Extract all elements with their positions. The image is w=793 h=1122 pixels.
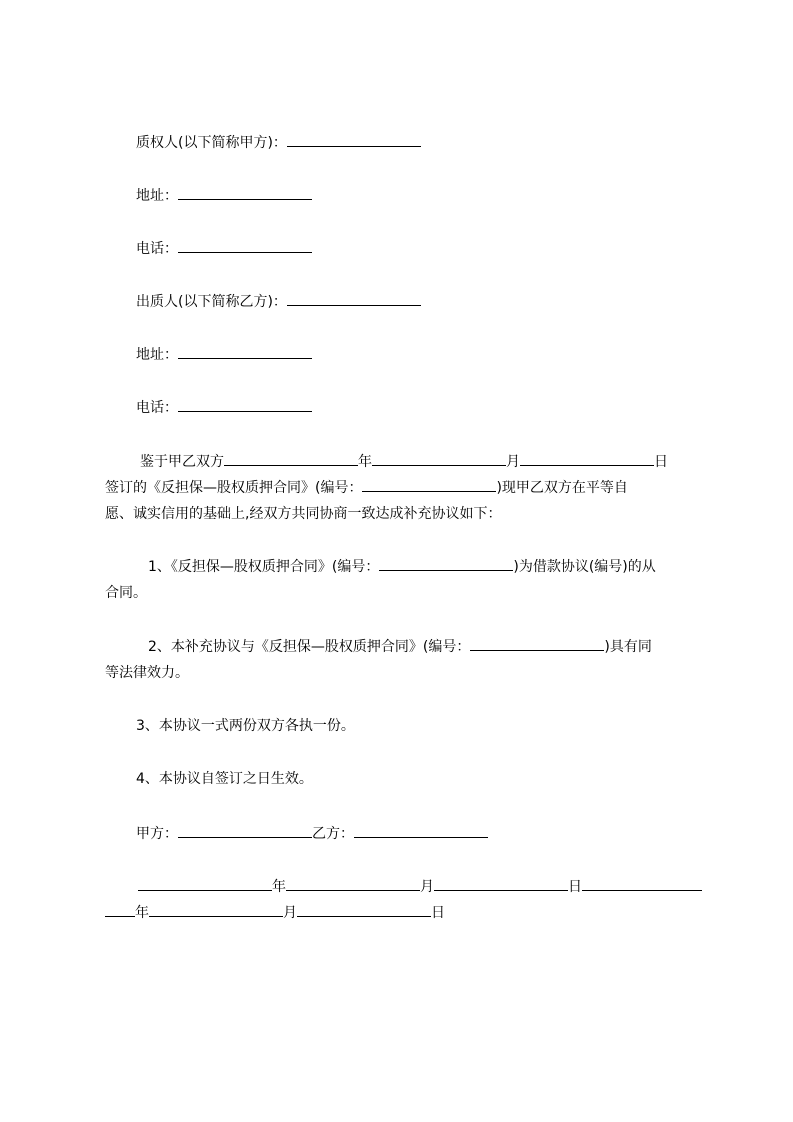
sig-year: 年 <box>272 879 286 895</box>
date-line-2 <box>105 903 445 922</box>
signature-line <box>136 824 488 843</box>
pledgee-blank[interactable] <box>287 133 421 147</box>
pledgee-address-blank[interactable] <box>178 186 312 200</box>
intro-year-blank[interactable] <box>224 452 358 466</box>
intro-contract-text: 签订的《反担保—股权质押合同》(编号： <box>105 480 363 496</box>
party-b-blank[interactable] <box>354 824 488 838</box>
intro-lead: 鉴于甲乙双方 <box>140 454 224 470</box>
clause-1-end: 合同。 <box>105 585 147 601</box>
party-b-label: 乙方： <box>312 826 354 842</box>
intro-line-1 <box>140 452 668 471</box>
phone-label-2: 电话： <box>136 400 178 416</box>
sig-year-blank[interactable] <box>138 877 272 891</box>
intro-month: 月 <box>506 454 520 470</box>
intro-month-blank[interactable] <box>372 452 506 466</box>
pledgee-address-line <box>136 186 312 205</box>
party-a-label: 甲方： <box>136 826 178 842</box>
clause-1-line-1 <box>148 557 656 576</box>
clause-2-no-blank[interactable] <box>470 637 604 651</box>
clause-2-tail: )具有同 <box>604 639 652 655</box>
sig-leading-blank[interactable] <box>105 903 135 917</box>
intro-agreement-text: 愿、诚实信用的基础上,经双方共同协商一致达成补充协议如下： <box>105 506 502 522</box>
clause-3-text: 3、本协议一式两份双方各执一份。 <box>136 718 355 734</box>
clause-1-no-blank[interactable] <box>379 557 513 571</box>
clause-3 <box>136 717 355 735</box>
sig-trailing-blank[interactable] <box>582 877 702 891</box>
intro-day: 日 <box>654 454 668 470</box>
intro-line-3 <box>105 505 501 523</box>
clause-2-end: 等法律效力。 <box>105 665 189 681</box>
clause-4-text: 4、本协议自签订之日生效。 <box>136 771 313 787</box>
pledgee-phone-line <box>136 239 312 258</box>
clause-2-line-1 <box>148 637 652 656</box>
clause-4 <box>136 770 313 788</box>
sig-day-2: 日 <box>431 905 445 921</box>
address-label: 地址： <box>136 188 178 204</box>
intro-day-blank[interactable] <box>520 452 654 466</box>
sig-day: 日 <box>568 879 582 895</box>
sig-day-blank[interactable] <box>434 877 568 891</box>
sig-year-2: 年 <box>135 905 149 921</box>
clause-1-line-2 <box>105 584 147 602</box>
intro-year: 年 <box>358 454 372 470</box>
clause-1-text: 1、《反担保—股权质押合同》(编号： <box>148 559 380 575</box>
intro-line-2 <box>105 478 628 497</box>
pledgee-label: 质权人(以下简称甲方)： <box>136 135 287 151</box>
sig-month-2: 月 <box>283 905 297 921</box>
clause-1-tail: )为借款协议(编号)的从 <box>513 559 656 575</box>
pledgor-blank[interactable] <box>287 292 421 306</box>
intro-contract-no-blank[interactable] <box>362 478 496 492</box>
phone-label: 电话： <box>136 241 178 257</box>
pledgor-address-line <box>136 345 312 364</box>
pledgor-label: 出质人(以下简称乙方)： <box>136 294 287 310</box>
pledgor-phone-line <box>136 398 312 417</box>
sig-month-blank[interactable] <box>286 877 420 891</box>
clause-2-text: 2、本补充协议与《反担保—股权质押合同》(编号： <box>148 639 471 655</box>
sig-month: 月 <box>420 879 434 895</box>
pledgor-phone-blank[interactable] <box>178 398 312 412</box>
sig-day-2-blank[interactable] <box>297 903 431 917</box>
clause-2-line-2 <box>105 664 189 682</box>
pledgee-line <box>136 133 421 152</box>
pledgee-phone-blank[interactable] <box>178 239 312 253</box>
address-label-2: 地址： <box>136 347 178 363</box>
pledgor-line <box>136 292 421 311</box>
party-a-blank[interactable] <box>178 824 312 838</box>
sig-month-2-blank[interactable] <box>149 903 283 917</box>
intro-contract-tail: )现甲乙双方在平等自 <box>496 480 628 496</box>
date-line-1 <box>138 877 702 896</box>
pledgor-address-blank[interactable] <box>178 345 312 359</box>
